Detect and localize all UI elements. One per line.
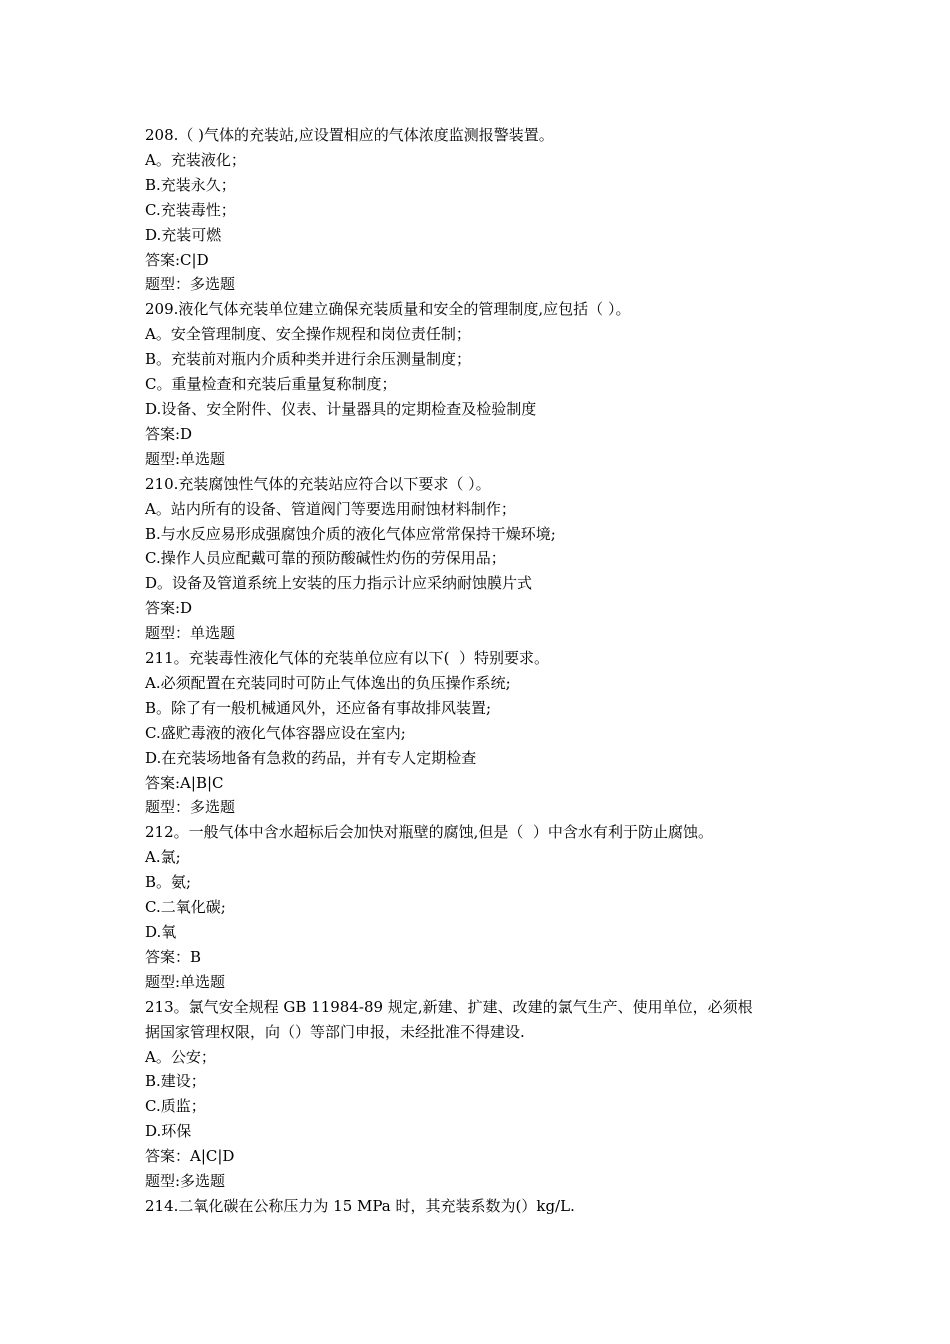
- text-line: 210.充装腐蚀性气体的充装站应符合以下要求（ ）。: [145, 474, 491, 493]
- text-line: 题型：多选题: [145, 275, 236, 294]
- text-line: 213。氯气安全规程 GB 11984-89 规定,新建、扩建、改建的氯气生产、使用单位，必须根: [145, 997, 753, 1016]
- text-line: D.在充装场地备有急救的药品，并有专人定期检查: [145, 748, 477, 767]
- text-line: B.充装永久；: [145, 175, 236, 194]
- text-line: A。公安；: [145, 1047, 216, 1066]
- text-line: 答案:A|B|C: [145, 773, 224, 792]
- text-line: A。站内所有的设备、管道阀门等要选用耐蚀材料制作；: [145, 499, 516, 518]
- text-line: 题型:单选题: [145, 449, 226, 468]
- text-line: B。氨;: [145, 873, 192, 892]
- text-line: D.充装可燃: [145, 225, 222, 244]
- text-line: A.氯;: [145, 848, 181, 867]
- text-line: 题型:多选题: [145, 1172, 226, 1191]
- text-line: C.操作人员应配戴可靠的预防酸碱性灼伤的劳保用品；: [145, 549, 506, 568]
- text-line: B。除了有一般机械通风外，还应备有事故排风装置;: [145, 698, 492, 717]
- text-line: D.环保: [145, 1122, 192, 1141]
- text-line: C。重量检查和充装后重量复称制度；: [145, 375, 397, 394]
- text-line: 答案：A|C|D: [145, 1147, 235, 1166]
- document-body: [145, 123, 815, 1219]
- text-line: 209.液化气体充装单位建立确保充装质量和安全的管理制度,应包括（ ）。: [145, 300, 631, 319]
- text-line: D.设备、安全附件、仪表、计量器具的定期检查及检验制度: [145, 399, 537, 418]
- text-line: 211。充装毒性液化气体的充装单位应有以下( ）特别要求。: [145, 649, 550, 668]
- text-line: A。安全管理制度、安全操作规程和岗位责任制；: [145, 325, 471, 344]
- text-line: C.充装毒性；: [145, 200, 236, 219]
- text-line: 题型：多选题: [145, 798, 236, 817]
- text-line: 题型：单选题: [145, 624, 236, 643]
- text-line: B.建设；: [145, 1072, 206, 1091]
- text-line: D.氧: [145, 923, 177, 941]
- text-line: C.质监；: [145, 1097, 206, 1116]
- text-line: 答案:D: [145, 424, 193, 443]
- text-line: D。设备及管道系统上安装的压力指示计应采纳耐蚀膜片式: [145, 574, 533, 593]
- text-line: B。充装前对瓶内介质种类并进行余压测量制度；: [145, 350, 472, 369]
- text-line: 答案:C|D: [145, 250, 209, 269]
- text-line: B.与水反应易形成强腐蚀介质的液化气体应常常保持干燥环境;: [145, 524, 556, 543]
- text-line: 答案:D: [145, 599, 193, 618]
- text-line: A。充装液化；: [145, 150, 246, 169]
- text-line: 答案：B: [145, 947, 202, 966]
- text-line: 214.二氧化碳在公称压力为 15 MPa 时，其充装系数为(）kg/L.: [145, 1196, 575, 1215]
- text-line: 题型:单选题: [145, 972, 226, 991]
- text-line: 据国家管理权限，向（）等部门申报，未经批准不得建设.: [145, 1022, 525, 1041]
- text-line: A.必须配置在充装同时可防止气体逸出的负压操作系统;: [145, 673, 511, 692]
- text-line: C.二氧化碳;: [145, 898, 226, 917]
- text-line: 212。一般气体中含水超标后会加快对瓶壁的腐蚀,但是（ ）中含水有利于防止腐蚀。: [145, 823, 713, 842]
- text-line: 208.（ )气体的充装站,应设置相应的气体浓度监测报警装置。: [145, 126, 554, 144]
- text-line: C.盛贮毒液的液化气体容器应设在室内;: [145, 723, 406, 742]
